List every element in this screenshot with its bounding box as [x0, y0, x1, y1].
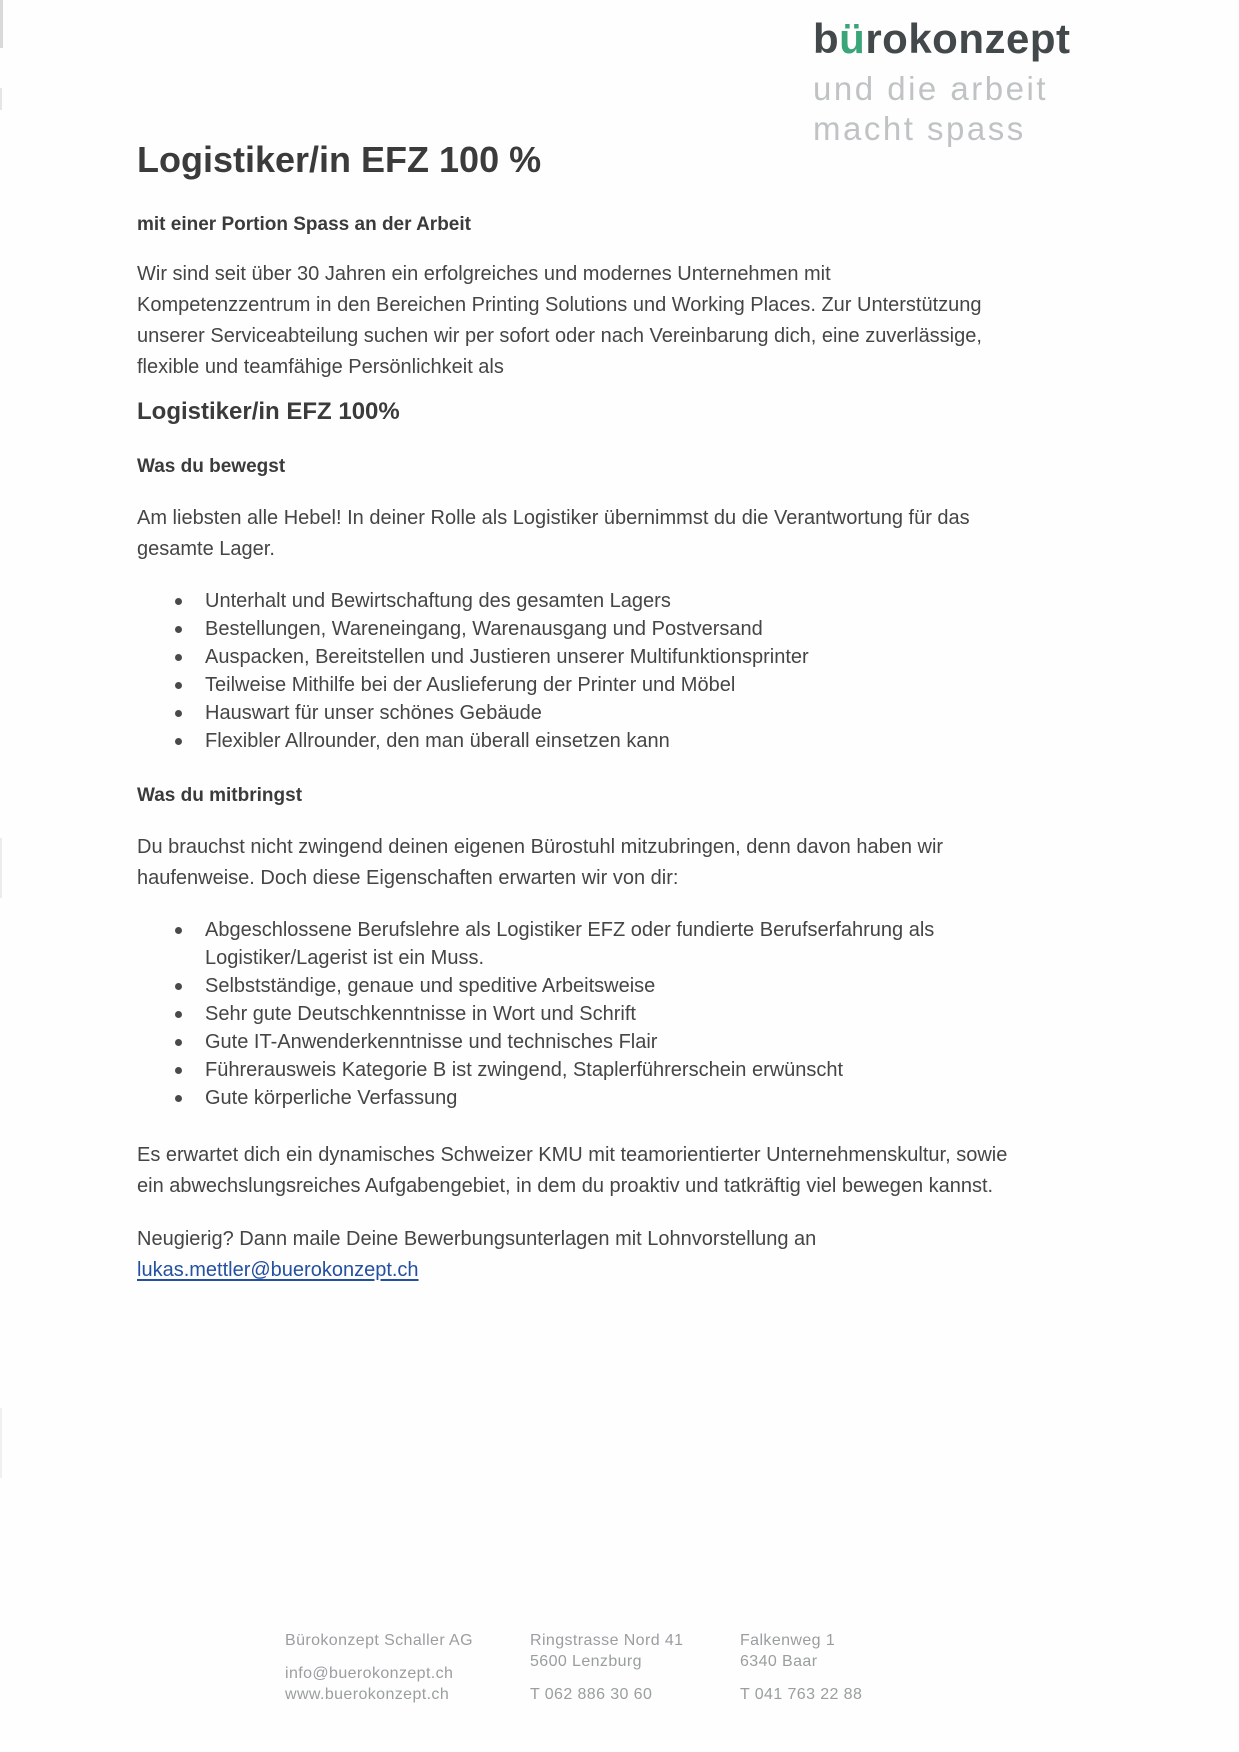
footer-address1-street: Ringstrasse Nord 41	[530, 1632, 684, 1649]
page-title: Logistiker/in EFZ 100 %	[137, 139, 542, 180]
responsibilities-list	[137, 587, 975, 755]
footer-baar-column	[740, 1630, 862, 1705]
list-item: Teilweise Mithilfe bei der Auslieferung der Printer und Möbel	[175, 671, 975, 699]
list-item: Gute IT-Anwenderkenntnisse und technisches Flair	[175, 1028, 975, 1056]
job-title-heading: Logistiker/in EFZ 100%	[137, 398, 400, 425]
list-item: Führerausweis Kategorie B ist zwingend, Staplerführerschein erwünscht	[175, 1056, 975, 1084]
section2-lead: Du brauchst nicht zwingend deinen eigenen Bürostuhl mitzubringen, denn davon haben wir haufenweise. Doch diese Eigenschaften erwarten wir von dir:	[137, 836, 944, 889]
intro-paragraph: Wir sind seit über 30 Jahren ein erfolgreiches und modernes Unternehmen mit Kompetenzzentrum in den Bereichen Printing Solutions und Working Places. Zur Unterstützung unserer Serviceabteilung suchen wir per sofort oder nach Vereinbarung dich, eine zuverlässige, flexible und teamfähige Persönlichkeit als	[137, 263, 982, 378]
scan-artifact	[0, 88, 2, 110]
footer-company-name: Bürokonzept Schaller AG	[285, 1632, 473, 1649]
section1-lead: Am liebsten alle Hebel! In deiner Rolle als Logistiker übernimmst du die Verantwortung für das gesamte Lager.	[137, 507, 970, 560]
section-heading-was-du-bewegst: Was du bewegst	[137, 456, 286, 477]
footer-phone2: T 041 763 22 88	[740, 1686, 863, 1703]
company-logo	[813, 15, 1071, 149]
scan-artifact	[0, 0, 3, 48]
footer-lenzburg-column	[530, 1630, 683, 1705]
footer-website: www.buerokonzept.ch	[285, 1686, 450, 1703]
section-heading-was-du-mitbringst: Was du mitbringst	[137, 785, 303, 806]
list-item: Sehr gute Deutschkenntnisse in Wort und Schrift	[175, 1000, 975, 1028]
logo-smiley-u-icon: ü	[839, 15, 866, 62]
logo-rest: rokonzept	[865, 15, 1071, 62]
footer-address1-city: 5600 Lenzburg	[530, 1653, 642, 1670]
footer-email: info@buerokonzept.ch	[285, 1665, 454, 1682]
list-item: Flexibler Allrounder, den man überall einsetzen kann	[175, 727, 975, 755]
list-item: Gute körperliche Verfassung	[175, 1084, 975, 1112]
logo-tagline-line1: und die arbeit	[813, 70, 1048, 107]
logo-letter-b: b	[813, 15, 840, 62]
list-item: Abgeschlossene Berufslehre als Logistiker EFZ oder fundierte Berufserfahrung als Logistiker/Lagerist ist ein Muss.	[175, 916, 975, 972]
footer-address2-street: Falkenweg 1	[740, 1632, 836, 1649]
job-ad-content	[137, 138, 1012, 1286]
closing-paragraph: Es erwartet dich ein dynamisches Schweizer KMU mit teamorientierter Unternehmenskultur, sowie ein abwechslungsreiches Aufgabengebiet, in dem du proaktiv und tatkräftig viel bewegen kannst.	[137, 1144, 1008, 1197]
footer-company-column	[285, 1630, 473, 1705]
call-to-action	[137, 1224, 1012, 1286]
list-item: Bestellungen, Wareneingang, Warenausgang und Postversand	[175, 615, 975, 643]
logo-tagline	[813, 69, 1070, 149]
footer-phone1: T 062 886 30 60	[530, 1686, 653, 1703]
scan-artifact	[0, 838, 2, 898]
logo-wordmark	[813, 15, 1071, 62]
list-item: Selbstständige, genaue und speditive Arbeitsweise	[175, 972, 975, 1000]
logo-tagline-line2: macht spass	[813, 110, 1026, 147]
requirements-list	[137, 916, 975, 1112]
footer-address2-city: 6340 Baar	[740, 1653, 818, 1670]
subtitle: mit einer Portion Spass an der Arbeit	[137, 214, 471, 235]
list-item: Unterhalt und Bewirtschaftung des gesamten Lagers	[175, 587, 975, 615]
list-item: Hauswart für unser schönes Gebäude	[175, 699, 975, 727]
application-email-link[interactable]: lukas.mettler@buerokonzept.ch	[137, 1259, 419, 1281]
cta-text: Neugierig? Dann maile Deine Bewerbungsunterlagen mit Lohnvorstellung an	[137, 1228, 817, 1250]
scan-artifact	[0, 1408, 2, 1478]
list-item: Auspacken, Bereitstellen und Justieren unserer Multifunktionsprinter	[175, 643, 975, 671]
